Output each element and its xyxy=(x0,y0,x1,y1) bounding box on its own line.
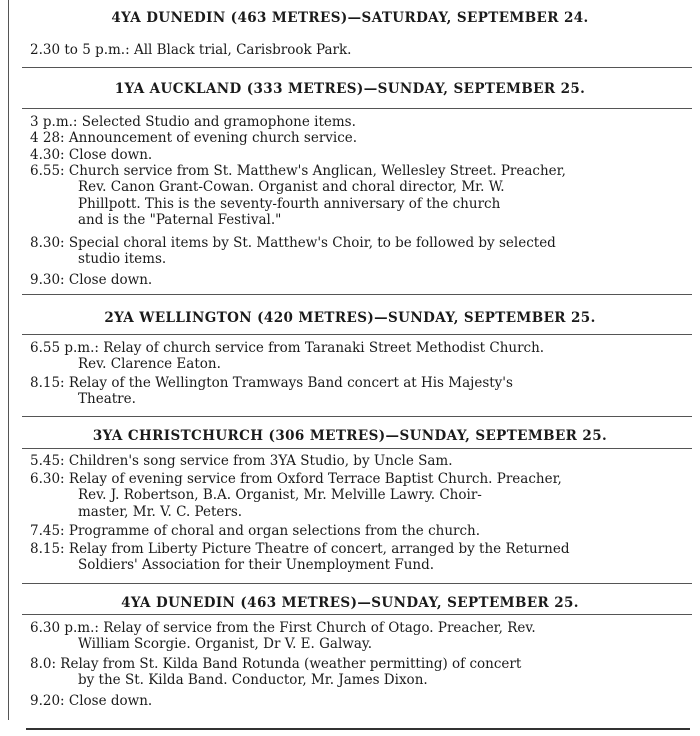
entry-line: 6.55 p.m.: Relay of church service from Taranaki Street Methodist Church. xyxy=(30,340,545,356)
section-divider xyxy=(22,294,692,295)
section-heading-2ya-wellington: 2YA WELLINGTON (420 METRES)—SUNDAY, SEPTEMBER 25. xyxy=(104,310,596,326)
programme-entry xyxy=(30,523,692,539)
entry-line: Rev. Canon Grant-Cowan. Organist and choral director, Mr. W. xyxy=(78,179,505,196)
section-heading-1ya-auckland: 1YA AUCKLAND (333 METRES)—SUNDAY, SEPTEMBER 25. xyxy=(114,81,586,97)
entry-line: 8.15: Relay of the Wellington Tramways Band concert at His Majesty's xyxy=(30,375,513,391)
entry-line: 6.30: Relay of evening service from Oxford Terrace Baptist Church. Preacher, xyxy=(30,471,562,487)
programme-entry xyxy=(30,375,692,408)
section-divider xyxy=(22,583,692,584)
programme-entry xyxy=(30,340,692,373)
programme-entry xyxy=(30,130,692,146)
entry-line: 2.30 to 5 p.m.: All Black trial, Carisbrook Park. xyxy=(30,42,352,58)
section-heading-4ya-sunday: 4YA DUNEDIN (463 METRES)—SUNDAY, SEPTEMBER 25. xyxy=(121,595,579,611)
entry-line: 8.30: Special choral items by St. Matthew's Choir, to be followed by selected xyxy=(30,235,556,251)
left-border-rule xyxy=(8,0,9,720)
entry-line: 9.30: Close down. xyxy=(30,272,153,288)
entry-line: 4.30: Close down. xyxy=(30,147,153,163)
section-divider xyxy=(22,108,692,109)
section-heading-4ya-saturday: 4YA DUNEDIN (463 METRES)—SATURDAY, SEPTEMBER 24. xyxy=(111,10,589,26)
entry-line: 6.30 p.m.: Relay of service from the First Church of Otago. Preacher, Rev. xyxy=(30,620,536,636)
entry-line: 9.20: Close down. xyxy=(30,693,153,709)
programme-entry xyxy=(30,656,692,689)
entry-line: studio items. xyxy=(78,251,167,268)
entry-line: Theatre. xyxy=(78,391,136,408)
programme-entry xyxy=(30,114,692,130)
section-heading-3ya-christchurch: 3YA CHRISTCHURCH (306 METRES)—SUNDAY, SEPTEMBER 25. xyxy=(92,428,608,444)
programme-entry xyxy=(30,620,692,653)
programme-entry xyxy=(30,163,692,229)
section-divider xyxy=(22,334,692,335)
programme-entry xyxy=(30,693,692,709)
programme-entry xyxy=(30,147,692,163)
section-divider xyxy=(22,614,692,615)
entry-line: 6.55: Church service from St. Matthew's Anglican, Wellesley Street. Preacher, xyxy=(30,163,566,179)
programme-entry xyxy=(30,471,692,520)
entry-line: Phillpott. This is the seventy-fourth anniversary of the church xyxy=(78,195,501,212)
section-divider xyxy=(22,416,692,417)
programme-entry xyxy=(30,453,692,469)
programme-entry xyxy=(30,541,692,574)
section-divider xyxy=(22,448,692,449)
entry-line: 3 p.m.: Selected Studio and gramophone items. xyxy=(30,114,356,130)
entry-line: and is the "Paternal Festival." xyxy=(78,212,282,229)
entry-line: William Scorgie. Organist, Dr V. E. Galway. xyxy=(78,636,372,653)
programme-entry xyxy=(30,42,692,58)
section-divider xyxy=(22,67,692,68)
entry-line: 4 28: Announcement of evening church service. xyxy=(30,130,358,146)
entry-line: Rev. Clarence Eaton. xyxy=(78,356,221,373)
entry-line: Rev. J. Robertson, B.A. Organist, Mr. Melville Lawry. Choir- xyxy=(78,487,482,504)
bottom-border-rule xyxy=(26,728,690,730)
entry-line: 8.0: Relay from St. Kilda Band Rotunda (weather permitting) of concert xyxy=(30,656,522,672)
entry-line: by the St. Kilda Band. Conductor, Mr. James Dixon. xyxy=(78,672,428,689)
programme-entry xyxy=(30,235,692,268)
programme-entry xyxy=(30,272,692,288)
entry-line: 5.45: Children's song service from 3YA Studio, by Uncle Sam. xyxy=(30,453,453,469)
entry-line: master, Mr. V. C. Peters. xyxy=(78,503,243,520)
entry-line: 7.45: Programme of choral and organ selections from the church. xyxy=(30,523,481,539)
entry-line: 8.15: Relay from Liberty Picture Theatre of concert, arranged by the Returned xyxy=(30,541,570,557)
entry-line: Soldiers' Association for their Unemployment Fund. xyxy=(78,557,435,574)
